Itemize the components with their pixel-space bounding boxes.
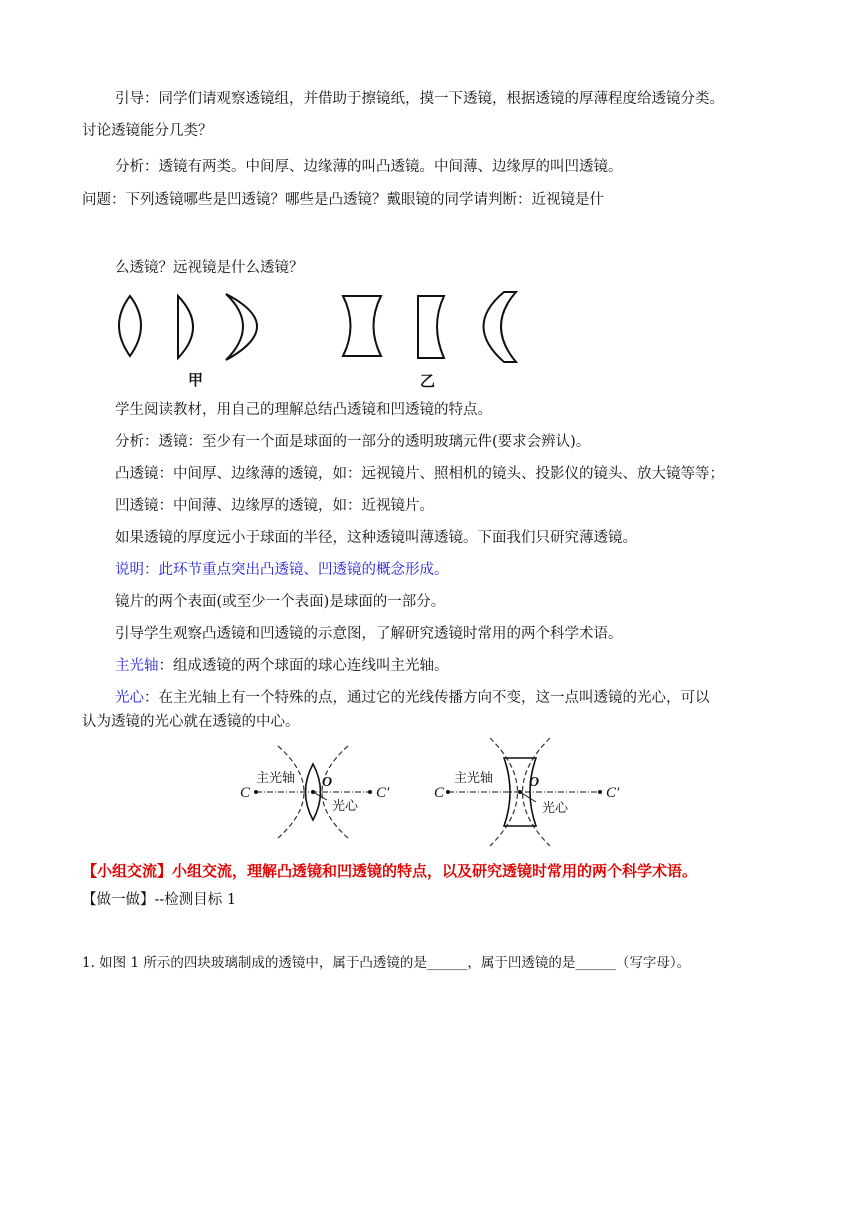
paragraph-principal-axis xyxy=(115,656,449,676)
lens-shapes-figure xyxy=(108,288,548,398)
right-o-label: O xyxy=(529,775,540,790)
convex-meniscus-lens-shape xyxy=(226,294,257,360)
label-yi: 乙 xyxy=(420,374,436,390)
paragraph-thin-lens: 如果透镜的厚度远小于球面的半径，这种透镜叫薄透镜。下面我们只研究薄透镜。 xyxy=(115,530,637,546)
term-optical-center: 光心 xyxy=(115,690,144,706)
paragraph-optical-center xyxy=(115,688,710,708)
paragraph-guide-diagram: 引导学生观察凸透镜和凹透镜的示意图，了解研究透镜时常用的两个科学术语。 xyxy=(115,626,623,642)
paragraph-guide: 引导：同学们请观察透镜组，并借助于擦镜纸，摸一下透镜，根据透镜的厚薄程度给透镜分类。 xyxy=(115,91,724,107)
biconcave-lens-shape xyxy=(343,296,381,356)
left-axis-label: 主光轴 xyxy=(256,770,296,785)
biconvex-lens-shape xyxy=(119,296,141,356)
term-principal-axis: 主光轴 xyxy=(115,658,159,674)
paragraph-question: 问题：下列透镜哪些是凹透镜？哪些是凸透镜？戴眼镜的同学请判断：近视镜是什 xyxy=(82,192,604,208)
right-axis-label: 主光轴 xyxy=(454,770,494,785)
left-c-prime-label: C′ xyxy=(376,785,390,801)
paragraph-surfaces: 镜片的两个表面(或至少一个表面)是球面的一部分。 xyxy=(115,594,446,610)
concave-meniscus-lens-shape xyxy=(484,292,517,362)
paragraph-optical-center-cont: 认为透镜的光心就在透镜的中心。 xyxy=(82,714,300,730)
right-c-label: C xyxy=(434,785,445,801)
group-discussion-heading: 【小组交流】小组交流，理解凸透镜和凹透镜的特点，以及研究透镜时常用的两个科学术语。 xyxy=(82,862,698,880)
optical-axis-figure xyxy=(230,734,650,854)
paragraph-analysis-1: 分析：透镜有两类。中间厚、边缘薄的叫凸透镜。中间薄、边缘厚的叫凹透镜。 xyxy=(115,159,623,175)
exercise-1: 1. 如图 1 所示的四块玻璃制成的透镜中，属于凸透镜的是______，属于凹透镜的是______（写字母）。 xyxy=(82,955,691,971)
concave-lens-axis-diagram xyxy=(434,738,620,846)
convex-lens-axis-diagram xyxy=(240,746,390,838)
left-o-label: O xyxy=(322,775,333,790)
paragraph-lens-definition: 分析：透镜：至少有一个面是球面的一部分的透明玻璃元件(要求会辨认)。 xyxy=(115,434,591,450)
paragraph-student-reading: 学生阅读教材，用自己的理解总结凸透镜和凹透镜的特点。 xyxy=(115,402,492,418)
left-c-label: C xyxy=(240,785,251,801)
optical-center-definition: ：在主光轴上有一个特殊的点，通过它的光线传播方向不变，这一点叫透镜的光心，可以 xyxy=(144,690,710,706)
left-center-label: 光心 xyxy=(332,798,359,813)
right-c-prime-label: C′ xyxy=(606,785,620,801)
principal-axis-definition: ：组成透镜的两个球面的球心连线叫主光轴。 xyxy=(158,658,449,674)
paragraph-guide-cont: 讨论透镜能分几类？ xyxy=(82,123,213,139)
paragraph-convex-lens: 凸透镜：中间厚、边缘薄的透镜，如：远视镜片、照相机的镜头、投影仪的镜头、放大镜等等； xyxy=(115,466,724,482)
plano-convex-lens-shape xyxy=(178,296,193,358)
paragraph-note: 说明：此环节重点突出凸透镜、凹透镜的概念形成。 xyxy=(115,562,449,578)
right-center-label: 光心 xyxy=(542,800,569,815)
try-it-heading: 【做一做】--检测目标 1 xyxy=(82,892,237,908)
paragraph-question-cont: 么透镜？远视镜是什么透镜？ xyxy=(115,260,304,276)
plano-concave-lens-shape xyxy=(418,296,444,358)
paragraph-concave-lens: 凹透镜：中间薄、边缘厚的透镜，如：近视镜片。 xyxy=(115,498,434,514)
label-jia: 甲 xyxy=(188,373,204,389)
